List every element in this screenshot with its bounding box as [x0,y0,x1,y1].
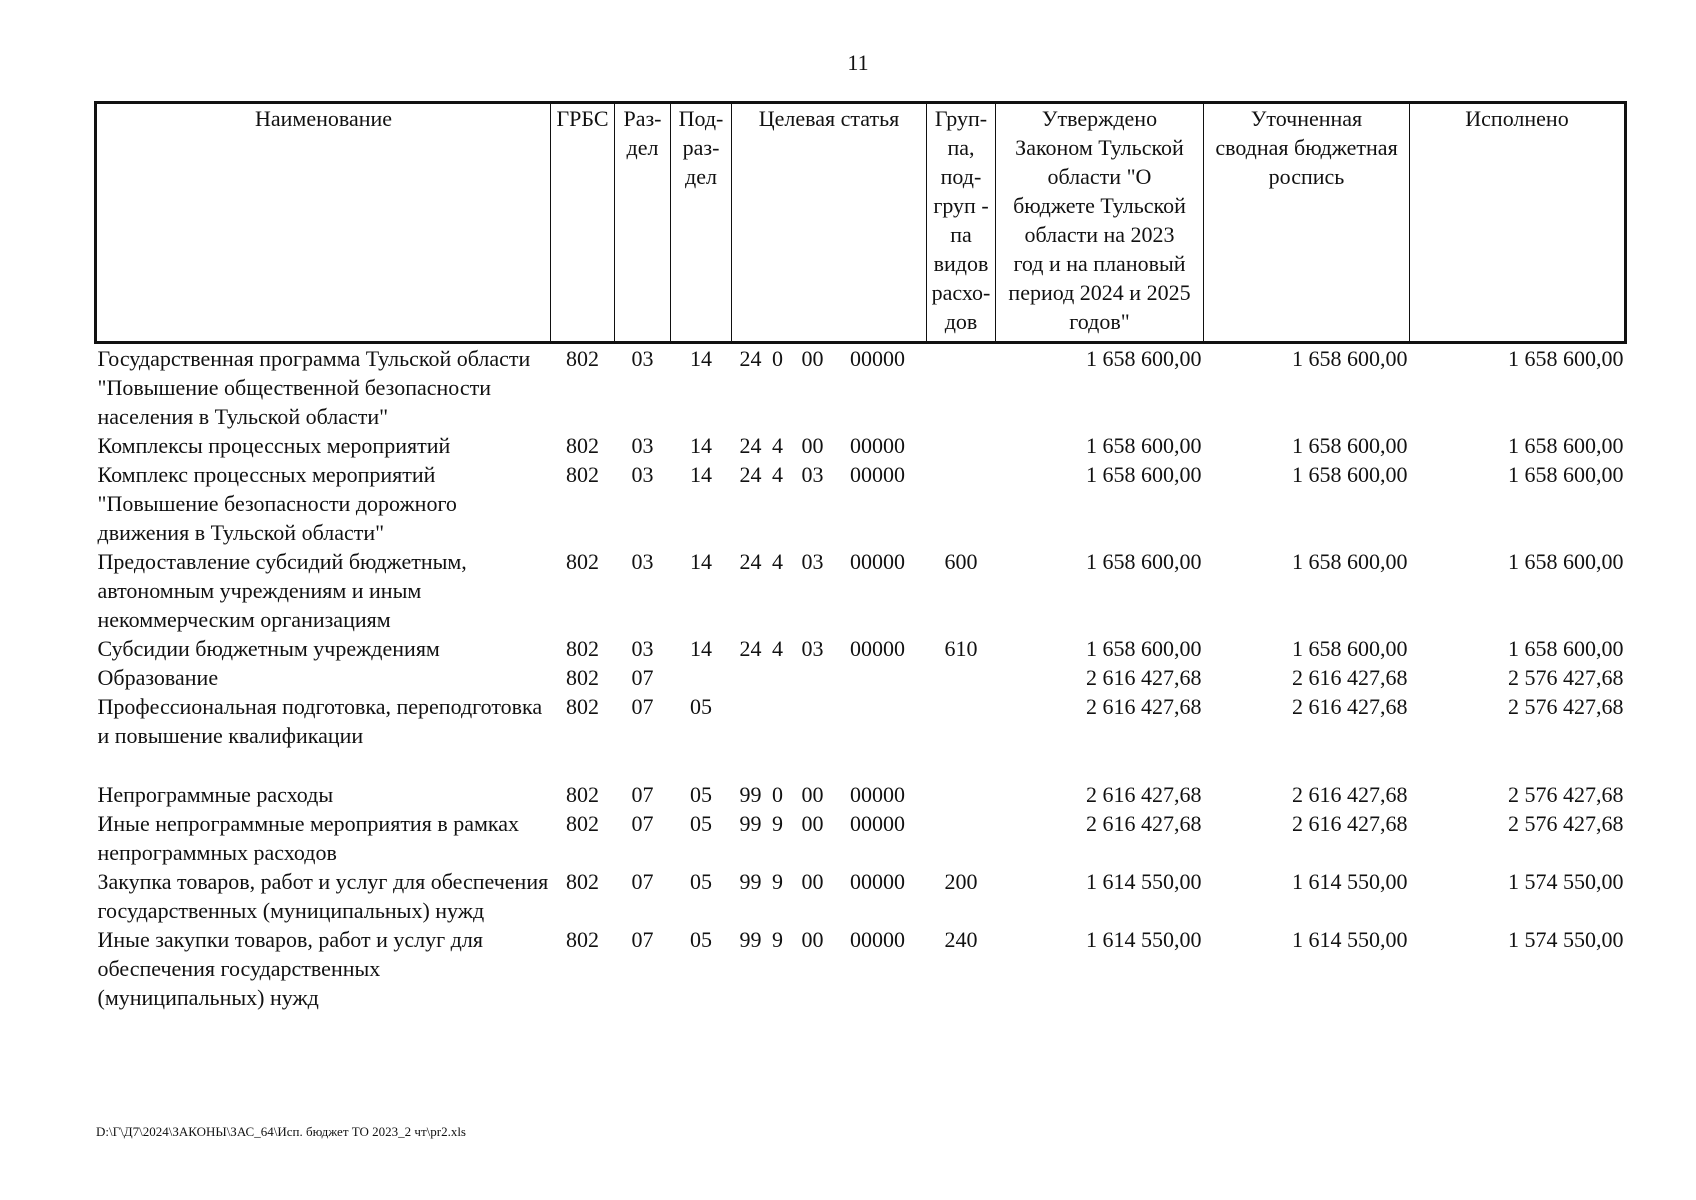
row-grbs: 802 [566,694,599,719]
row-podrazdel: 14 [690,346,712,371]
row-target-article [732,692,927,750]
row-refined: 2 616 427,68 [1292,811,1408,836]
row-name: Иные непрограммные мероприятия в рамках непрограммных расходов [97,811,520,865]
row-razdel: 03 [631,636,654,661]
row-executed: 1 658 600,00 [1508,433,1624,458]
table-row [96,867,1626,925]
header-refined: Уточненная сводная бюджетная роспись [1204,103,1410,343]
row-approved: 1 614 550,00 [1086,869,1202,894]
target-article-part: 00000 [850,346,905,371]
row-approved: 1 658 600,00 [1086,636,1202,661]
row-podrazdel: 14 [690,433,712,458]
row-razdel: 03 [631,462,654,487]
row-executed: 2 576 427,68 [1508,811,1624,836]
row-approved: 2 616 427,68 [1086,782,1202,807]
spacer-cell [96,750,1626,780]
target-article-part: 9 [772,869,783,894]
header-target-article: Целевая статья [732,103,927,343]
row-refined: 1 658 600,00 [1292,346,1408,371]
row-approved: 2 616 427,68 [1086,694,1202,719]
row-refined: 1 614 550,00 [1292,927,1408,952]
row-executed: 2 576 427,68 [1508,665,1624,690]
row-refined: 2 616 427,68 [1292,782,1408,807]
row-approved: 1 658 600,00 [1086,549,1202,574]
row-grbs: 802 [566,433,599,458]
row-grbs: 802 [566,549,599,574]
target-article-part: 03 [801,462,824,487]
row-razdel: 03 [631,549,654,574]
table-row [96,925,1626,1012]
target-article-part: 4 [772,462,783,487]
target-article-part: 00000 [850,636,905,661]
row-expense-group [927,663,996,692]
target-article-part: 00 [801,346,824,371]
row-approved: 2 616 427,68 [1086,811,1202,836]
table-header [96,103,1626,343]
row-expense-group [927,809,996,867]
target-article-part: 24 [739,549,762,574]
target-article-part: 03 [801,636,824,661]
row-name: Непрограммные расходы [97,782,334,807]
table-row [96,780,1626,809]
target-article-part: 00000 [850,927,905,952]
target-article-part: 99 [739,811,762,836]
header-razdel: Раз- дел [615,103,671,343]
row-podrazdel: 05 [690,694,712,719]
row-grbs: 802 [566,811,599,836]
row-refined: 1 658 600,00 [1292,549,1408,574]
row-razdel: 07 [631,927,654,952]
row-target-article [732,547,927,634]
target-article-part: 00 [801,811,824,836]
row-podrazdel: 14 [690,462,712,487]
target-article-part: 99 [739,927,762,952]
target-article-part: 24 [739,462,762,487]
row-target-article [732,343,927,432]
row-grbs: 802 [566,782,599,807]
target-article-part: 99 [739,869,762,894]
table-row [96,634,1626,663]
row-refined: 2 616 427,68 [1292,694,1408,719]
target-article-part: 00000 [850,462,905,487]
row-expense-group: 240 [944,927,978,952]
row-expense-group [927,692,996,750]
header-expense-group: Груп- па, под- груп - па видов расхо- дов [927,103,996,343]
table-row [96,809,1626,867]
row-podrazdel: 05 [690,869,712,894]
table-body [96,343,1626,1013]
table-row [96,460,1626,547]
row-refined: 2 616 427,68 [1292,665,1408,690]
row-podrazdel: 14 [690,636,712,661]
target-article-part: 0 [772,346,783,371]
row-podrazdel: 05 [690,782,712,807]
row-razdel: 07 [631,782,654,807]
row-expense-group [927,460,996,547]
header-grbs: ГРБС [551,103,615,343]
table-row [96,547,1626,634]
file-path-footer: D:\Г\Д7\2024\ЗАКОНЫ\ЗАС_64\Исп. бюджет ТО 2023_2 чт\pr2.xls [96,1124,466,1139]
row-executed: 2 576 427,68 [1508,694,1624,719]
row-grbs: 802 [566,346,599,371]
budget-table [94,101,1627,1012]
row-executed: 1 574 550,00 [1508,927,1624,952]
row-target-article [732,431,927,460]
target-article-part: 00000 [850,811,905,836]
row-refined: 1 614 550,00 [1292,869,1408,894]
row-name: Профессиональная подготовка, переподготовка и повышение квалификации [97,694,543,748]
header-name: Наименование [96,103,551,343]
row-podrazdel: 14 [690,549,712,574]
row-name: Субсидии бюджетным учреждениям [97,636,440,661]
row-grbs: 802 [566,869,599,894]
row-name: Комплексы процессных мероприятий [97,433,451,458]
row-expense-group: 610 [944,636,978,661]
row-razdel: 07 [631,869,654,894]
row-name: Иные закупки товаров, работ и услуг для обеспечения государственных (муниципальных) нужд [97,927,483,1010]
row-executed: 1 658 600,00 [1508,346,1624,371]
row-name: Комплекс процессных мероприятий "Повышение безопасности дорожного движения в Тульской области" [97,462,457,545]
row-target-article [732,780,927,809]
row-podrazdel: 05 [690,927,712,952]
target-article-part: 4 [772,636,783,661]
row-podrazdel: 05 [690,811,712,836]
target-article-part: 00000 [850,869,905,894]
row-target-article [732,634,927,663]
header-executed: Исполнено [1410,103,1626,343]
row-expense-group [927,431,996,460]
row-expense-group [927,343,996,432]
target-article-part: 0 [772,782,783,807]
row-executed: 1 658 600,00 [1508,636,1624,661]
target-article-part: 24 [739,346,762,371]
row-podrazdel [671,663,732,692]
row-executed: 1 658 600,00 [1508,462,1624,487]
target-article-part: 9 [772,811,783,836]
target-article-part: 00 [801,869,824,894]
row-target-article [732,809,927,867]
row-executed: 1 574 550,00 [1508,869,1624,894]
target-article-part: 00 [801,782,824,807]
row-grbs: 802 [566,636,599,661]
row-target-article [732,925,927,1012]
header-approved: Утверждено Законом Тульской области "О бюджете Тульской области на 2023 год и на плановый период 2024 и 2025 годов" [996,103,1204,343]
target-article-part: 4 [772,549,783,574]
table-row [96,663,1626,692]
target-article-part: 4 [772,433,783,458]
row-razdel: 07 [631,665,654,690]
row-approved: 2 616 427,68 [1086,665,1202,690]
row-expense-group: 600 [944,549,978,574]
row-refined: 1 658 600,00 [1292,636,1408,661]
row-target-article [732,867,927,925]
target-article-part: 99 [739,782,762,807]
row-name: Государственная программа Тульской области "Повышение общественной безопасности населения в Тульской области" [97,346,531,429]
row-expense-group: 200 [944,869,978,894]
page-number: 11 [847,50,869,75]
row-approved: 1 614 550,00 [1086,927,1202,952]
row-refined: 1 658 600,00 [1292,462,1408,487]
target-article-part: 00000 [850,433,905,458]
target-article-part: 03 [801,549,824,574]
row-grbs: 802 [566,665,599,690]
table-row [96,692,1626,750]
row-executed: 2 576 427,68 [1508,782,1624,807]
table-row [96,431,1626,460]
row-grbs: 802 [566,462,599,487]
target-article-part: 9 [772,927,783,952]
row-expense-group [927,780,996,809]
row-name: Предоставление субсидий бюджетным, автономным учреждениям и иным некоммерческим организациям [97,549,467,632]
row-target-article [732,460,927,547]
target-article-part: 00 [801,927,824,952]
row-approved: 1 658 600,00 [1086,346,1202,371]
row-razdel: 03 [631,433,654,458]
row-approved: 1 658 600,00 [1086,462,1202,487]
target-article-part: 24 [739,433,762,458]
row-razdel: 07 [631,694,654,719]
target-article-part: 00 [801,433,824,458]
row-target-article [732,663,927,692]
target-article-part: 00000 [850,782,905,807]
row-spacer [96,750,1626,780]
target-article-part: 00000 [850,549,905,574]
target-article-part: 24 [739,636,762,661]
row-name: Образование [97,665,219,690]
row-refined: 1 658 600,00 [1292,433,1408,458]
table-row [96,343,1626,432]
row-approved: 1 658 600,00 [1086,433,1202,458]
row-razdel: 07 [631,811,654,836]
row-executed: 1 658 600,00 [1508,549,1624,574]
row-name: Закупка товаров, работ и услуг для обеспечения государственных (муниципальных) нужд [97,869,549,923]
row-grbs: 802 [566,927,599,952]
header-podrazdel: Под- раз- дел [671,103,732,343]
row-razdel: 03 [631,346,654,371]
